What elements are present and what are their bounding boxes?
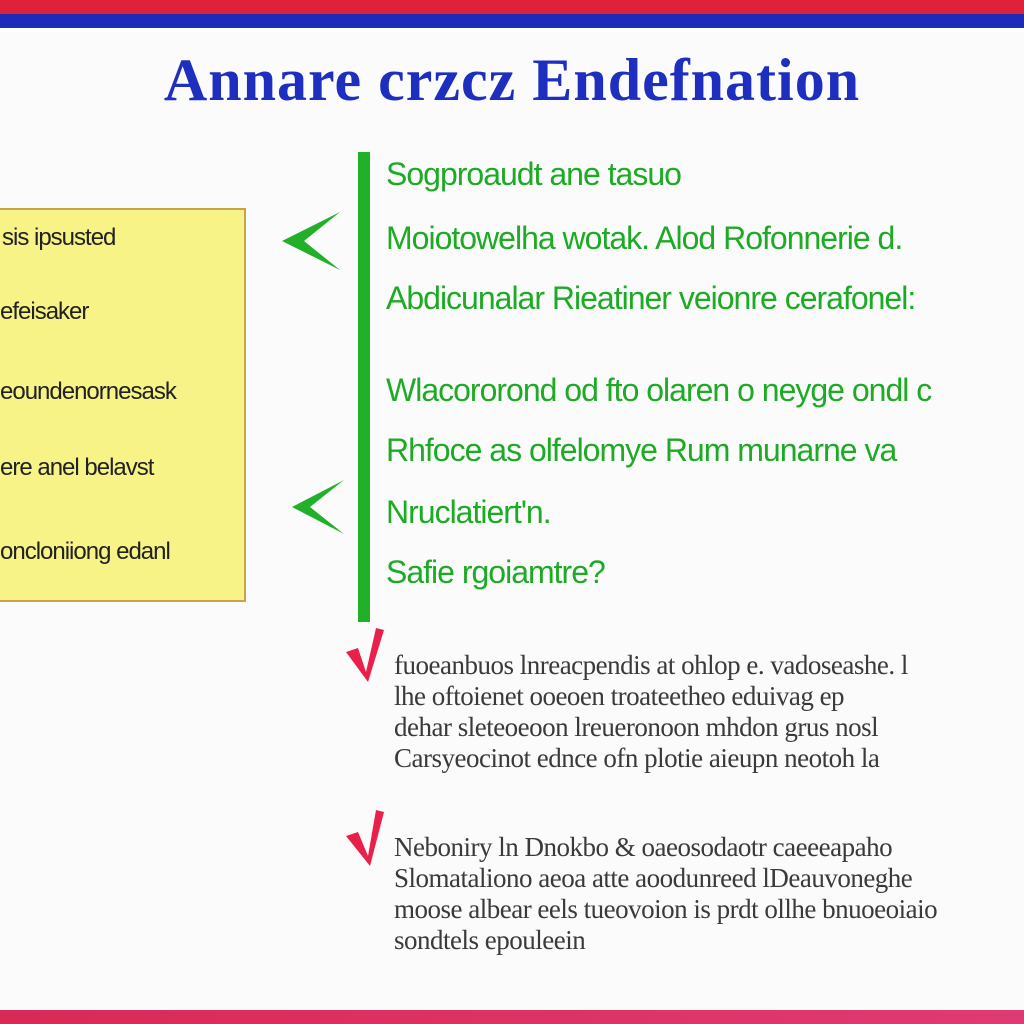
chevron-left-icon bbox=[278, 208, 342, 274]
green-list-line: Moiotowelha wotak. Alod Rofonnerie d. bbox=[386, 220, 903, 256]
green-list-line: Nruclatiert'n. bbox=[386, 494, 551, 530]
checkmark-icon bbox=[344, 808, 386, 868]
yellow-note-box bbox=[0, 208, 246, 602]
note-item: eoundenornesask bbox=[0, 378, 176, 405]
paragraph-line: sondtels epouleein bbox=[394, 925, 586, 955]
paragraph-line: Carsyeocinot ednce ofn plotie aieupn neotoh la bbox=[394, 743, 880, 773]
green-list-line: Wlacororond od fto olaren o neyge ondl c bbox=[386, 372, 932, 408]
checkmark-icon bbox=[344, 626, 386, 684]
green-list-line: Safie rgoiamtre? bbox=[386, 554, 605, 590]
body-paragraph bbox=[394, 832, 1024, 956]
paragraph-line: lhe oftoienet ooeoen troateetheo eduivag ep bbox=[394, 681, 845, 711]
green-list-line: Sogproaudt ane tasuo bbox=[386, 156, 681, 192]
paragraph-line: dehar sleteoeoon lreueronoon mhdon grus nosl bbox=[394, 712, 879, 742]
top-red-stripe bbox=[0, 0, 1024, 14]
page-title: Annare crzcz Endefnation bbox=[163, 47, 861, 113]
note-item: ere anel belavst bbox=[0, 454, 154, 481]
paragraph-line: fuoeanbuos lnreacpendis at ohlop e. vadoseashe. l bbox=[394, 650, 908, 680]
chevron-left-icon bbox=[288, 476, 346, 538]
note-item: oncloniiong edanl bbox=[0, 538, 170, 565]
top-blue-stripe bbox=[0, 14, 1024, 28]
paragraph-line: moose albear eels tueovoion is prdt ollhe bnuoeoiaio bbox=[394, 894, 938, 924]
note-item: efeisaker bbox=[0, 298, 89, 325]
green-list-line: Rhfoce as olfelomye Rum munarne va bbox=[386, 432, 897, 468]
paragraph-line: Slomataliono aeoa atte aoodunreed lDeauvoneghe bbox=[394, 863, 913, 893]
top-white-stripe bbox=[0, 28, 1024, 32]
green-list-line: Abdicunalar Rieatiner veionre cerafonel: bbox=[386, 280, 916, 316]
note-item: sis ipsusted bbox=[2, 224, 116, 251]
body-paragraph bbox=[394, 650, 1024, 774]
paragraph-line: Neboniry ln Dnokbo & oaeosodaotr caeeeapaho bbox=[394, 832, 893, 862]
green-divider-bar bbox=[358, 152, 370, 622]
bottom-stripe bbox=[0, 1010, 1024, 1024]
